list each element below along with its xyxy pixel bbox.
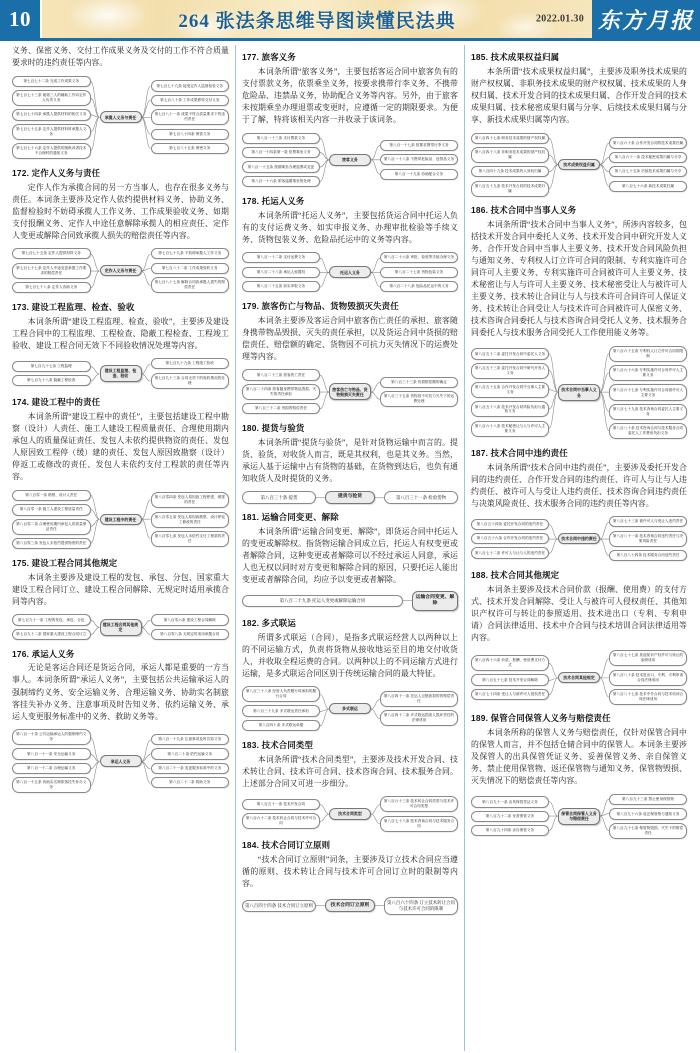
mindmap-node: 第七百七十九条 不妨碍承揽人工作义务 [151,248,230,259]
mindmap-node: 第八百一十六条 旅客逾期乘坐的处理 [242,176,320,187]
mindmap-map-185 [471,131,687,198]
mindmap-node: 第七百七十八条 定作人协助义务 [12,282,91,293]
mindmap-center [100,365,142,382]
mindmap-node: 第八百七十八条 技术咨询合同与技术服务合同 [380,816,458,832]
mindmap-right-branches [609,344,687,440]
mindmap-left-branches [242,593,403,609]
mindmap-grid [242,685,458,733]
mindmap-center-node: 托运人义务 [329,266,371,278]
section-heading: 172. 定作人义务与责任 [12,167,101,178]
mindmap-node: 第八百五十三条 委托开发合同中研究开发人义务 [471,363,549,379]
section-heading: 185. 技术成果权益归属 [471,52,560,62]
col-2 [235,45,464,1051]
mindmap-grid [471,792,687,840]
mindmap-node: 第八百六十条 合作开发合同的技术成果归属 [609,137,687,148]
mindmap-right-branches [609,515,687,563]
mindmap-grid [242,251,458,294]
mindmap-node: 第八百八十七条 技术中介合同与技术培训合同法律适用 [609,689,687,705]
section-heading: 173. 建设工程监理、检查、验收 [12,301,135,312]
mindmap-center [329,808,371,820]
mindmap-grid [12,488,229,550]
mindmap-node: 第八百六十一条 技术秘密成果归属与分享 [609,152,687,163]
mindmap-node: 第七百九十三条 合同无效下的验收情况的处理 [151,373,230,389]
mindmap-center [100,265,142,277]
mindmap-node: 第八百三十三条 货损赔偿额的确定 [380,377,458,388]
mindmap-map-189 [471,792,687,840]
mindmap-node: 第八百一十八条 不携带危险品、违禁品义务 [380,154,458,165]
section-heading: 183. 技术合同类型 [242,739,314,750]
section-heading: 176. 承运人义务 [12,648,75,659]
mindmap-center-node: 旅客伤亡与物品、货物毁损灭失责任 [329,383,371,400]
newspaper-logo: 东方月报 [592,0,700,38]
mindmap-grid [242,591,458,610]
mindmap-node: 第八百三十条 提货 [242,491,316,503]
mindmap-node: 第七百八十二条 工作成果验收义务 [151,263,230,274]
mindmap-node: 第八百三十二条 货损的赔偿责任 [242,403,320,414]
mindmap-left-branches [242,797,320,831]
section-heading: 184. 技术合同订立原则 [242,840,331,851]
mindmap-grid [242,368,458,416]
mindmap-node: 第八百三十九条 多式联运责任承担 [242,705,320,716]
mindmap-node: 第八百九十二条 妥善保管义务 [471,811,549,822]
body-paragraph: 所谓多式联运（合同），是指多式联运经营人以两种以上的不同运输方式，负责将货物从接收地运至目的地交付收货人，并收取全程运费的合同。以两种以上的不同运输方式进行运输，是多式联运合同区别于传统运输合同的最大特征。 [242,632,458,678]
mindmap-node: 第七百七十四条 承揽人提供材料的相关义务 [12,109,91,120]
mindmap-center [325,899,375,912]
mindmap-grid [471,515,687,563]
mindmap-grid [12,613,229,642]
body-paragraph: 本词条所谓“托运人义务”，主要包括货运合同中托运人负有的支付运费义务、如实申报义务、办理审批检验等手续义务、货物包装义务、危险品托运中的义务等内容。 [242,210,458,244]
mindmap-node: 第八百八十条 技术咨询合同与技术服务合同委托人工作费用负担义务 [609,423,687,439]
mindmap-center [100,514,142,526]
mindmap-left-branches [242,898,316,914]
mindmap-node: 第八百五十一条 技术开发合同 [242,799,320,810]
mindmap-center-node: 承揽人义务与责任 [100,111,142,123]
mindmap-map-176 [12,728,229,795]
mindmap-node: 第八百九十一条 出具保管凭证义务 [471,796,549,807]
body-paragraph: 本词条所谓“运输合同变更、解除”，即货运合同中托运人的变更或解除权。指货物运输合同成立后，托运人有权变更或者解除合同，这种变更或者解除可以不经过承运人同意，承运人也无权以同时对方变更和解除合同的原因，只要托运人能出变更或者解除合同，均应予以变更或者解除。 [242,527,458,585]
mindmap-center-node: 建设工程合同其他规定 [100,619,142,636]
mindmap-left-branches [12,488,91,550]
mindmap-node: 第八百零一条 施工人建设工程质量责任 [12,504,91,515]
mindmap-center-node: 保管合同保管人义务与赔偿责任 [558,808,600,825]
body-paragraph: 本词条所谓“旅客义务”，主要包括客运合同中旅客负有的支付票款义务，依票乘坐义务，按要求携带行李义务、不携带危险品、违禁品义务，协助配合义务等内容。另外，由于旅客未按期乘坐办理退票或变更时，应遵循一定的期限要求。为便于了解，特将该相关内容一并收录于该词条。 [242,66,458,124]
body-paragraph: 本词条所谓“建设工程中的责任”，主要包括建设工程中勘察（设计）人责任、施工人建设工程质量责任、合理使用期内承包人的质量保证责任、发包人未依约提供物资的责任、发包人原因致工程停（缓）建的责任、发包人原因致勘察（设计）停返工或修改的责任、发包人未依约支付工程款的责任等内容。 [12,412,229,482]
mindmap-grid [12,357,229,391]
mindmap-right-branches [380,251,458,294]
mindmap-right-branches [609,136,687,194]
mindmap-node: 第八百四十九条 技术成果的人身权归属 [471,166,549,177]
mindmap-map-180 [242,490,458,506]
mindmap-center [329,154,371,166]
mindmap-center-node: 旅客义务 [329,154,371,166]
page-columns [0,41,700,1051]
mindmap-right-branches [151,79,230,156]
mindmap-map-184 [242,895,458,916]
mindmap-node: 第八百六十四条 订立技术转让合同与技术许可合同的限制 [384,897,458,915]
section-heading: 189. 保管合同保管人义务与赔偿责任 [471,713,611,724]
section-heading: 177. 旅客义务 [242,52,296,62]
mindmap-node: 第七百七十七条 定作人中途变更承揽工作要求的赔偿责任 [12,263,91,279]
mindmap-node: 第八百七十六条 新技术成果归属 [609,181,687,192]
mindmap-right-branches [151,732,230,790]
mindmap-node: 第八百一十九条 协助配合义务 [380,169,458,180]
mindmap-node: 第八百一十二条 合理运输义务 [12,763,91,774]
mindmap-map-183 [242,795,458,834]
mindmap-node: 第八百七十九条 技术咨询合同委托人主要义务 [609,404,687,420]
mindmap-center [558,808,600,825]
mindmap-node: 第八百零八条 无规定时适用承揽合同 [151,629,230,640]
mindmap-center-node: 运输合同变更、解除 [412,591,458,610]
mindmap-grid [471,649,687,707]
mindmap-node: 第八百二十八条 承运人留置权 [242,267,320,278]
mindmap-node: 第八百二十六条 审批、检验等手续办理义务 [380,252,458,263]
mindmap-node: 第八百六十二条 技术转让合同与技术许可合同 [242,813,320,829]
mindmap-node: 第八百三十五条 货物因不可抗力灭失下的运费处理 [380,391,458,407]
mindmap-left-branches [471,654,549,702]
col-3 [464,45,693,1051]
body-paragraph: 本词条主要涉及客运合同中旅客伤亡责任的承担、旅客随身携带物品毁损、灭失的责任承担，以及货运合同中货损的赔偿责任、赔偿额的确定、货物因不可抗力灭失情况下的运费处理等内容。 [242,315,458,361]
mindmap-node: 第七百九十九条 工程竣工验收 [151,358,230,369]
mindmap-node: 第七百七十二条 完成工作成果义务 [12,76,91,87]
section-heading: 178. 托运人义务 [242,195,305,206]
masthead-banner [40,0,592,38]
mindmap-center-node: 承运人义务 [100,755,142,767]
mindmap-node: 第八百四十四条 技术合同订立原则 [242,900,316,912]
mindmap-center-node: 技术合同中当事人义务 [558,384,600,401]
mindmap-node: 第七百九十二条 国家重大建设工程合同订立 [12,629,91,640]
mindmap-center-node: 技术合同类型 [329,808,371,820]
mindmap-center [412,591,458,610]
mindmap-node: 第八百四十八条 非职务技术成果的财产权权属 [471,147,549,163]
mindmap-grid [471,131,687,198]
body-paragraph: 本词条所称的保管人义务与赔偿责任，仅针对保管合同中的保管人而言，并不包括仓储合同中的保管人。本词条主要涉及保管人的出具保管凭证义务、妥善保管义务、亲自保管义务、禁止使用保管物、返还保管物与通知义务、保管物毁损、灭失情况下的赔偿责任等内容。 [471,728,687,786]
mindmap-node: 第八百零二条 合理使用期内承包人的质量保证责任 [12,519,91,535]
mindmap-center [329,383,371,400]
mindmap-left-branches [471,795,549,838]
section-heading: 187. 技术合同中违约责任 [471,447,568,458]
mindmap-center-node: 定作人义务与责任 [100,265,142,277]
mindmap-node: 第七百八十七条 解除合同致承揽人损失的赔偿责任 [151,277,230,293]
mindmap-node: 第八百四十六条 价款、报酬、使用费支付方式 [471,655,549,671]
mindmap-node: 第七百七十六条 定作人提供的图纸或者技术不合理时的通知义务 [12,143,91,159]
mindmap-node: 第八百五十九条 技术开发合同的技术成果归属 [471,181,549,197]
mindmap-node: 第八百二十三条 旅客伤亡责任 [242,369,320,380]
mindmap-node: 第八百七十五条 后续技术成果归属与分享 [609,166,687,177]
mindmap-grid [242,795,458,834]
mindmap-map-188 [471,649,687,707]
section-heading: 180. 提货与验货 [242,422,305,433]
mindmap-right-branches [384,490,458,506]
body-paragraph: 定作人作为承揽合同的另一方当事人，也存在很多义务与责任。本词条主要涉及定作人依约提供材料义务、协助义务、监督检验时不妨碍承揽人工作义务、工作成果验收义务、如期支付报酬义务、定作人中途任意解除承揽人的相应责任、定作人变更或解除合同致承揽人损失的赔偿责任等内容。 [12,182,229,240]
mindmap-node: 第八百二十九条 托运人变更或解除运输合同 [242,595,403,607]
mindmap-node: 第八百二十一条 变更服务标准中的义务 [151,763,230,774]
body-paragraph: 本词条所谓“技术合同中当事人义务”，所涉内容较多，包括技术开发合同中委托人义务、技术开发合同中研究开发人义务、合作开发合同中当事人主要义务、技术开发合同风险负担与通知义务、专利权人订立许可合同的限制、专利实施许可合同许可人主要义务、专利实施许可合同被许可人主要义务、技术秘密让与人与许可人主要义务、技术秘密受让人与被许可人主要义务、技术转让合同让与人与技术许可合同许可人保证义务、技术转让合同受让人与技术许可合同被许可人保密义务、技术咨询合同委托人与技术咨询合同受托人义务、技术服务合同委托人与技术服务合同受托人工作使用能义务等。 [471,220,687,338]
mindmap-node: 第七百九十一条 工程的发包、承包、分包 [12,614,91,625]
mindmap-right-branches [380,375,458,409]
mindmap-node: 第八百一十九条 注意事项及时告知义务 [151,734,230,745]
mindmap-node: 第八百二十七条 货物包装义务 [380,267,458,278]
mindmap-map-175 [12,613,229,642]
mindmap-node: 第七百八十条 工作成果移转交付义务 [151,95,230,106]
masthead [0,0,700,38]
body-paragraph: 本词条所谓“提货与验货”，是针对货物运输中而言的。提货、验货，对收货人而言，既是其权利，也是其义务。当然，承运人基于运输中占有货物的基础，在货物到达后，也负有通知收货人及时提货的义务。 [242,437,458,483]
mindmap-left-branches [12,728,91,795]
mindmap-node: 第八百二十八条 危险品托运中的义务 [380,281,458,292]
mindmap-right-branches [380,795,458,834]
section-heading: 188. 技术合同其他规定 [471,569,560,580]
col-1 [6,45,235,1051]
mindmap-node: 第八百五十六条 合作开发合同的违约责任 [471,533,549,544]
mindmap-node: 第八百六十六条 专利实施许可合同许可人主要义务 [609,365,687,381]
mindmap-node: 第八百七十三条 被许可人与受让人违约责任 [609,516,687,527]
mindmap-node: 第八百一十五条 按期乘坐办理退票或变更 [242,161,320,172]
mindmap-node: 第八百二十条 依约运输义务 [151,748,230,759]
mindmap-node: 第八百五十八条 技术开发合同风险负担与通知义务 [471,401,549,417]
mindmap-node: 第八百一十一条 安全运输义务 [12,748,91,759]
mindmap-left-branches [471,347,549,438]
mindmap-left-branches [242,490,316,506]
section-heading: 174. 建设工程中的责任 [12,397,101,408]
mindmap-map-172 [12,247,229,295]
body-paragraph: 本词条主要涉及建设工程的发包、承包、分包、国家重大建设工程合同订立、建设工程合同解除、无规定时适用承揽合同等内容。 [12,572,229,606]
mindmap-left-branches [12,359,91,388]
section-heading: 182. 多式联运 [242,617,296,628]
body-paragraph: 本词条所谓“建设工程监理、检查、验收”，主要涉及建设工程合同中的工程监理、工程检查、隐蔽工程检查、工程竣工验收、建设工程合同无效下不同验收情况处理等内容。 [12,316,229,350]
body-paragraph: 义务、保密义务、交付工作成果义务及交付的工作不符合质量要求时的违约责任等内容。 [12,46,229,68]
mindmap-center [329,703,371,715]
body-paragraph: 无论是客运合同还是货运合同，承运人都是重要的一方当事人。本词条所谓“承运人义务”，主要包括公共运输承运人的强制缔约义务、安全运输义务、合理运输义务、协助实名制旅客挂失补办义务、注意事项及时告知义务、依约运输义务、承运人变更服务标准中的义务、救助义务等。 [12,663,229,721]
mindmap-grid [12,728,229,795]
mindmap-center-node: 建设工程中的责任 [100,514,142,526]
mindmap-grid [471,344,687,440]
page-number: 10 [0,0,40,38]
mindmap-right-branches [151,247,230,295]
mindmap-center-node: 技术合同订立原则 [325,899,375,912]
mindmap-node: 第八百五十七条 技术开发合同解除 [471,674,549,685]
mindmap-node: 第八百四十二条 多式联运损害人损坏责任的法律适用 [380,710,458,726]
mindmap-node: 第八百六十五条 专利权人订立许可合同的限制 [609,346,687,362]
mindmap-node: 第八百一十五条 协助实名制旅客挂失补办义务 [12,777,91,793]
mindmap-node: 第八百八十一条 技术咨询合同违约责任与决策风险责任 [609,531,687,547]
mindmap-map-181 [242,591,458,610]
mindmap-center [558,384,600,401]
mindmap-node: 第八百三十八条 经营人负责履行或承担的履行合同 [242,686,320,702]
mindmap-node: 第八百二十二条 救助义务 [151,777,230,788]
mindmap-center-node: 技术合同中违约责任 [558,533,600,545]
mindmap-right-branches [380,689,458,728]
mindmap-right-branches [384,895,458,916]
mindmap-node: 第八百二十四条 旅客随身携带物品毁损、灭失的责任承担 [242,384,320,400]
mindmap-node: 第八百九十四条 亲自保管义务 [471,825,549,836]
mindmap-node: 第七百八十一条 成果不符合质量要求下的违约责任 [151,109,230,125]
mindmap-node: 第八百一十三条 支付票款义务 [242,133,320,144]
mindmap-grid [242,895,458,916]
mindmap-right-branches [609,649,687,707]
mindmap-center [329,266,371,278]
mindmap-center-node: 技术成果权益归属 [558,159,600,171]
body-paragraph: 本词条所谓“技术合同类型”，主要涉及技术开发合同、技术转让合同、技术许可合同、技术咨询合同、技术服务合同。上述部分合同又可进一步细分。 [242,754,458,788]
mindmap-node: 第七百七十五条 定作人提供材料义务 [12,248,91,259]
mindmap-node: 第八百五十五条 合作开发合同中当事人主要义务 [471,382,549,398]
mindmap-center [100,111,142,123]
mindmap-node: 第八百四十一条 托运人过错致损的的赔偿责任 [380,691,458,707]
mindmap-node: 第八百零一条 勘察、设计人责任 [12,490,91,501]
mindmap-node: 第七百九十八条 隐蔽工程检查 [12,375,91,386]
body-paragraph: 本条所谓“技术成果权益归属”，主要涉及职务技术成果的财产权权属、非职务技术成果的财产权权属、技术成果的人身权归属、技术开发合同的技术成果归属、合作开发合同的技术成果归属、技术秘密成果归属与分享、后续技术成果归属与分享、新技术成果归属等内容。 [471,66,687,124]
mindmap-left-branches [12,74,91,161]
mindmap-right-branches [151,491,230,549]
mindmap-map-174 [12,488,229,550]
mindmap-left-branches [12,247,91,295]
section-heading: 186. 技术合同中当事人义务 [471,205,577,216]
mindmap-node: 第八百零四条 发包人原因致工程停建、缓建的责任 [151,492,230,508]
mindmap-center [558,159,600,171]
mindmap-left-branches [242,251,320,294]
mindmap-node: 第八百五十二条 委托开发合同中委托人义务 [471,348,549,359]
mindmap-map-178 [242,251,458,294]
mindmap-grid [242,131,458,189]
masthead-title: 264 张法条思维导图读懂民法典 [178,10,456,32]
mindmap-center [325,491,375,504]
mindmap-map-173 [12,357,229,391]
body-paragraph: 本词条所谓“技术合同中违约责任”，主要涉及委托开发合同的违约责任、合作开发合同的违约责任、许可人与让与人违约责任、被许可人与受让人违约责任、技术咨询合同违约责任与决策风险责任、技术服务合同的违约责任等内容。 [471,462,687,508]
mindmap-node: 第八百一十条 公共运输承运人的强制缔约义务 [12,729,91,745]
mindmap-grid [12,247,229,295]
mindmap-node: 第八百三十一条 检验货物 [384,491,458,503]
mindmap-node: 第八百零六条 建设工程合同解除 [151,614,230,625]
mindmap-right-branches [151,357,230,391]
mindmap-node: 第七百七十五条 定作人提供材料时承揽人义务 [12,124,91,140]
mindmap-node: 第七百九十七条 工程监理 [12,361,91,372]
body-paragraph: 本词条主要涉及技术合同价款（报酬、使用费）的支付方式、技术开发合同解除、受让人与被许可人侵权责任、其他知识产权许可与转让的参照适用、技术进出口（专利、专利申请）合同法律适用、技术中介合同与技术培训合同法律适用等内容。 [471,584,687,642]
mindmap-right-branches [151,613,230,642]
mindmap-left-branches [242,368,320,416]
mindmap-left-branches [471,517,549,560]
mindmap-left-branches [12,613,91,642]
mindmap-center-node: 提货与验货 [325,491,375,504]
mindmap-map-186 [471,344,687,440]
mindmap-node: 第八百八十四条 技术服务合同违约责任 [609,550,687,561]
mindmap-node: 第八百一十七条 按要求携带行李义务 [380,140,458,151]
mindmap-center [558,533,600,545]
mindmap-node: 第八百九十三条 禁止使用保管物 [609,794,687,805]
mindmap-node: 第八百四十七条 职务技术成果的财产权权属 [471,133,549,144]
mindmap-node: 第八百一十二条 支付运费义务 [242,252,320,263]
mindmap-node: 第八百七十七条 其他知识产权许可与转让的参照适用 [609,650,687,666]
mindmap-center [100,619,142,636]
mindmap-center-node: 多式联运 [329,703,371,715]
mindmap-node: 第八百零七条 发包人未依约支付工程款的责任 [151,531,230,547]
mindmap-node: 第七百八十四条 保管义务 [151,129,230,140]
body-paragraph: “技术合同订立原则”词条，主要涉及订立技术合同应当遵循的原则、技术转让合同与技术许可合同订立时的限制等内容。 [242,855,458,889]
section-heading: 179. 旅客伤亡与物品、货物毁损灭失责任 [242,300,399,311]
mindmap-node: 第八百一十四条第一款 依票乘坐义务 [242,147,320,158]
mindmap-node: 第八百九十六条 返还保管物与通知义务 [609,808,687,819]
masthead-date: 2022.01.30 [536,13,584,25]
mindmap-node: 第八百六十三条 技术转让合同类型与技术许可合同类型 [380,796,458,812]
mindmap-map-171 [12,74,229,161]
mindmap-node: 第八百六十七条 专利实施许可合同被许可人主要义务 [609,384,687,400]
mindmap-node: 第八百六十八条 技术秘密让与人与许可人主要义务 [471,421,549,437]
mindmap-map-182 [242,685,458,733]
mindmap-map-177 [242,131,458,189]
section-heading: 181. 运输合同变更、解除 [242,512,339,523]
mindmap-map-187 [471,515,687,563]
mindmap-grid [12,74,229,161]
mindmap-right-branches [609,792,687,840]
mindmap-grid [242,490,458,506]
mindmap-center-node: 建设工程监理、检查、验收 [100,365,142,382]
mindmap-node: 第八百四十条 多式联运单据 [242,720,320,731]
mindmap-right-branches [380,138,458,181]
mindmap-node: 第八百五十四条 委托开发合同的违约责任 [471,519,549,530]
mindmap-node: 第七百七十三条 就第三人的辅助工作向定作人负责义务 [12,90,91,106]
mindmap-node: 第八百九十七条 保管物毁损、灭失下的赔偿责任 [609,823,687,839]
mindmap-node: 第七百八十五条 保密义务 [151,143,230,154]
mindmap-map-179 [242,368,458,416]
mindmap-left-branches [242,131,320,189]
mindmap-left-branches [471,131,549,198]
section-heading: 175. 建设工程合同其他规定 [12,557,118,568]
mindmap-node: 第七百七十九条 接受定作人监督检验义务 [151,80,230,91]
mindmap-center [558,672,600,684]
mindmap-node: 第八百八十条 技术进出口、专利、专利申请合同法律适用 [609,670,687,686]
mindmap-center [100,755,142,767]
mindmap-node: 第八百零三条 发包人未依约提供物资的责任 [12,538,91,549]
mindmap-node: 第八百零五条 发包人原因致勘察、设计停返工修改的责任 [151,512,230,528]
mindmap-center-node: 技术合同其他规定 [558,672,600,684]
mindmap-node: 第八百二十五条 如实申报义务 [242,281,320,292]
mindmap-node: 第八百七十二条 许可人与让与人的违约责任 [471,547,549,558]
mindmap-node: 第八百七十四条 受让人与被许可人侵权责任 [471,689,549,700]
mindmap-left-branches [242,685,320,733]
